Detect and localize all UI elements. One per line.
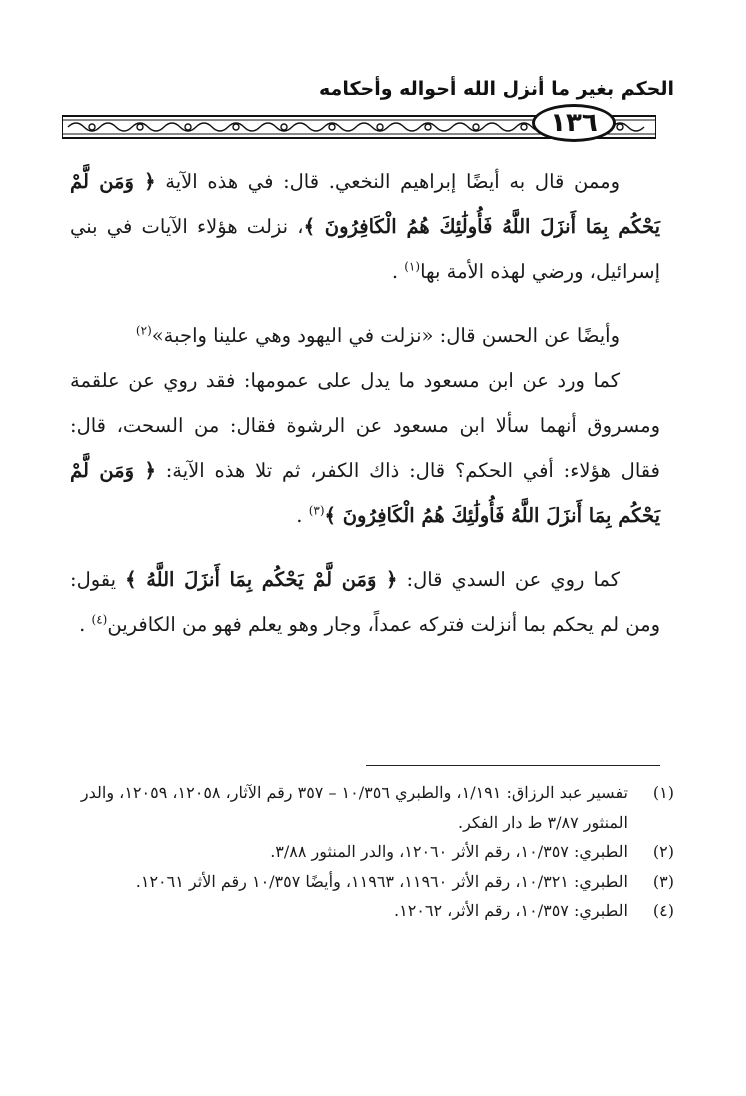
footnote-text: الطبري: ١٠/٣٥٧، رقم الأثر، ١٢٠٦٢.	[394, 901, 628, 920]
footnote-ref: (١)	[404, 259, 421, 274]
footnote-item	[68, 867, 674, 897]
text: .	[391, 259, 405, 283]
quran-verse: ﴿ وَمَن لَّمْ يَحْكُم بِمَا أَنزَلَ اللَّهُ ﴾	[125, 568, 398, 592]
footnote-text: تفسير عبد الرزاق: ١/١٩١، والطبري ١٠/٣٥٦ – ٣٥٧ رقم الآثار، ١٢٠٥٨، ١٢٠٥٩، والدر المنثور ٣/٨٧ ط دار الفكر.	[80, 783, 628, 832]
paragraph-ibn-masud	[70, 359, 660, 538]
text: كما روي عن السدي قال:	[397, 568, 620, 592]
running-title: الحكم بغير ما أنزل الله أحواله وأحكامه	[319, 78, 674, 100]
footnote-divider	[366, 765, 660, 766]
footnote-item	[68, 837, 674, 867]
footnote-ref: (٤)	[91, 612, 108, 627]
footnote-ref: (٣)	[308, 503, 325, 518]
text: وممن قال به أيضًا إبراهيم النخعي. قال: في هذه الآية	[155, 170, 621, 193]
footnote-item	[68, 778, 674, 837]
text: .	[79, 613, 92, 637]
main-text	[70, 160, 660, 648]
text: وأيضًا عن الحسن قال: «نزلت في اليهود وهي علينا واجبة»	[151, 324, 620, 348]
footnote-text: الطبري: ١٠/٣٥٧، رقم الأثر ١٢٠٦٠، والدر المنثور ٣/٨٨.	[270, 842, 628, 861]
paragraph-hasan	[70, 314, 660, 359]
footnote-number: (٢)	[652, 842, 674, 861]
footnote-number: (٣)	[652, 871, 674, 891]
footnote-item	[68, 896, 674, 926]
footnote-number: (٤)	[652, 901, 674, 920]
text: كما ورد عن ابن مسعود ما يدل على عمومها: فقد روي عن علقمة ومسروق أنهما سألا ابن مسعود عن الرشوة فقال: من السحت، قال: فقال هؤلاء: أفي الحكم؟ قال: ذاك الكفر، ثم تلا هذه الآية:	[70, 369, 660, 482]
quran-verse: ﴿ وَمَن لَّمْ يَحْكُم بِمَا أَنزَلَ اللَّهُ فَأُولَٰئِكَ هُمُ الْكَافِرُونَ ﴾	[70, 458, 660, 527]
text: .	[296, 503, 309, 527]
page-number: ١٣٦	[532, 104, 616, 142]
footnote-ref: (٢)	[135, 323, 152, 338]
text: ، نزلت هؤلاء الآيات في بني إسرائيل، ورضي لهذه الأمة بها	[70, 214, 660, 283]
paragraph-nakhai	[70, 160, 660, 294]
quran-verse: ﴿ وَمَن لَّمْ يَحْكُم بِمَا أَنزَلَ اللَّهُ فَأُولَٰئِكَ هُمُ الْكَافِرُونَ ﴾	[70, 170, 660, 238]
footnote-number: (١)	[652, 783, 674, 802]
footnotes	[68, 778, 674, 926]
text: يقول: ومن لم يحكم بما أنزلت فتركه عمداً، وجار وهو يعلم فهو من الكافرين	[70, 568, 660, 637]
footnote-text: الطبري: ١٠/٣٢١، رقم الأثر ١١٩٦٠، ١١٩٦٣، وأيضًا ١٠/٣٥٧ رقم الأثر ١٢٠٦١.	[135, 871, 628, 891]
paragraph-suddi	[70, 558, 660, 648]
